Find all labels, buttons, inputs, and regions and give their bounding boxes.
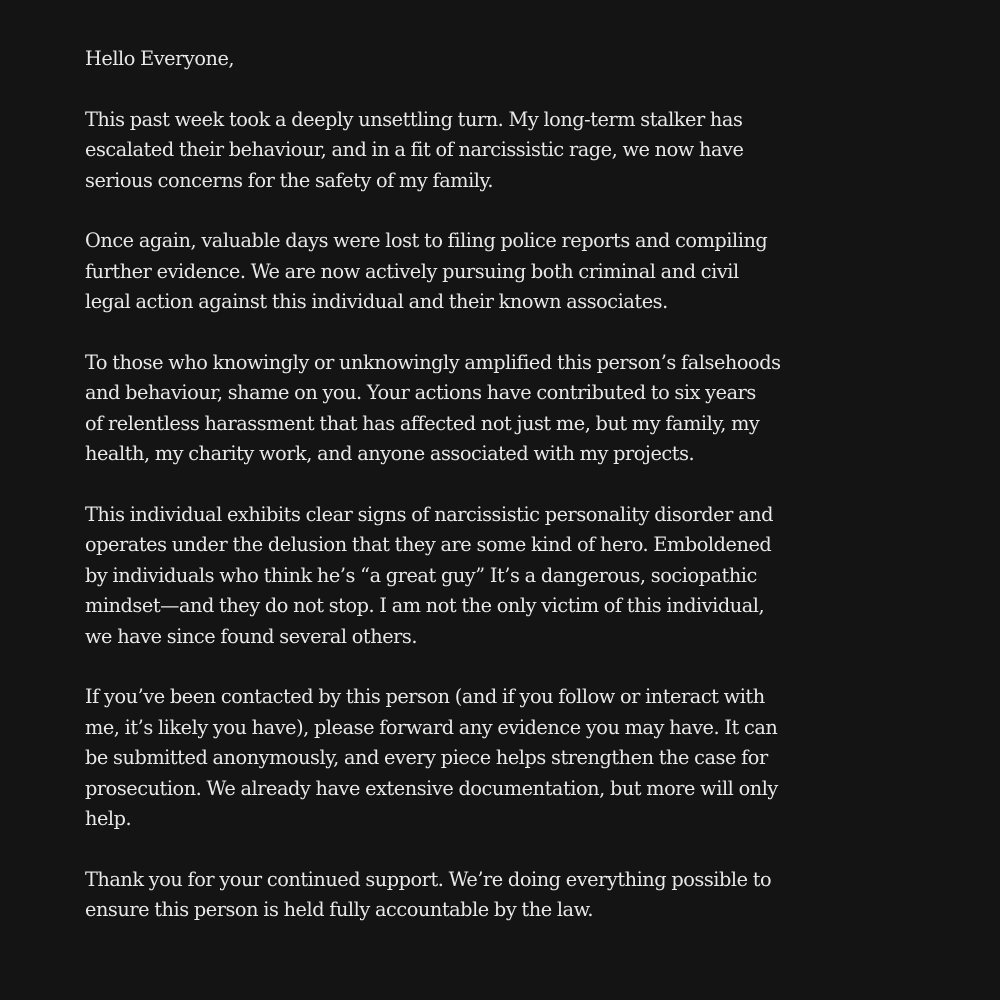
text-line: serious concerns for the safety of my family.	[85, 168, 494, 192]
text-line: help.	[85, 807, 132, 831]
text-line: prosecution. We already have extensive documentation, but more will only	[85, 776, 778, 800]
text-line: To those who knowingly or unknowingly amplified this person’s falsehoods	[85, 351, 781, 375]
text-line: legal action against this individual and their known associates.	[85, 290, 668, 314]
text-line: This individual exhibits clear signs of narcissistic personality disorder and	[85, 503, 773, 527]
paragraph-1	[85, 105, 930, 196]
text-line: ensure this person is held fully accountable by the law.	[85, 898, 594, 922]
text-line: escalated their behaviour, and in a fit of narcissistic rage, we now have	[85, 138, 744, 162]
text-line: me, it’s likely you have), please forward any evidence you may have. It can	[85, 715, 778, 739]
letter-greeting: Hello Everyone,	[85, 47, 235, 70]
paragraph-4	[85, 500, 930, 652]
letter-body	[85, 44, 930, 926]
text-line: Thank you for your continued support. We’re doing everything possible to	[85, 867, 772, 891]
paragraph-3	[85, 348, 930, 470]
paragraph-5	[85, 682, 930, 834]
text-line: health, my charity work, and anyone associated with my projects.	[85, 442, 695, 466]
text-line: Once again, valuable days were lost to filing police reports and compiling	[85, 229, 768, 253]
text-line: mindset—and they do not stop. I am not the only victim of this individual,	[85, 594, 765, 618]
text-line: further evidence. We are now actively pursuing both criminal and civil	[85, 259, 739, 283]
text-line: If you’ve been contacted by this person (and if you follow or interact with	[85, 685, 765, 709]
text-line: of relentless harassment that has affected not just me, but my family, my	[85, 411, 760, 435]
text-line: operates under the delusion that they are some kind of hero. Emboldened	[85, 533, 772, 557]
text-line: This past week took a deeply unsettling turn. My long-term stalker has	[85, 107, 743, 131]
paragraph-6	[85, 865, 930, 926]
text-line: and behaviour, shame on you. Your actions have contributed to six years	[85, 381, 756, 405]
text-line: be submitted anonymously, and every piece helps strengthen the case for	[85, 746, 768, 770]
paragraph-2	[85, 226, 930, 317]
text-line: we have since found several others.	[85, 624, 418, 648]
text-line: by individuals who think he’s “a great guy” It’s a dangerous, sociopathic	[85, 563, 757, 587]
